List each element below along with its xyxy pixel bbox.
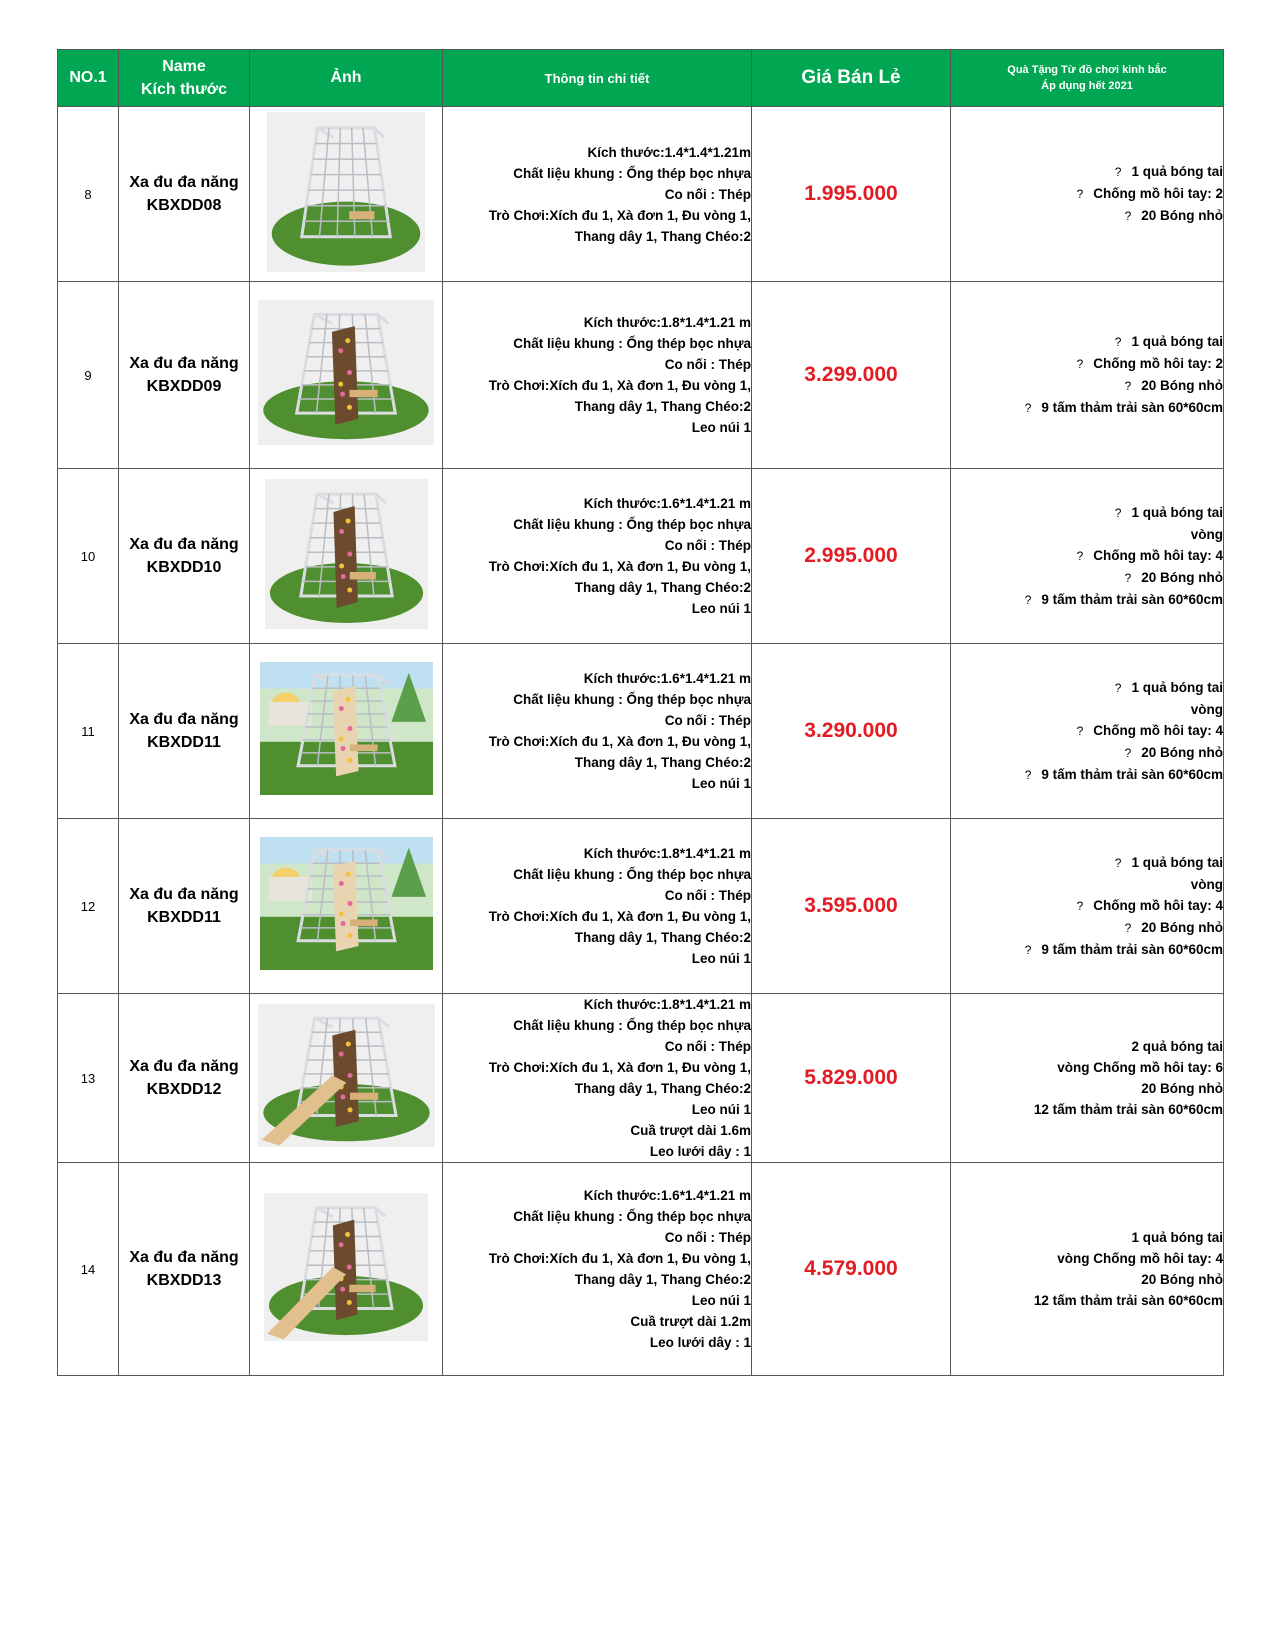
bullet-icon: ? [1024, 592, 1032, 607]
gift-text: 12 tấm thảm trải sàn 60*60cm [1033, 1102, 1223, 1117]
gift-text: Chống mồ hôi tay: 2 [1093, 186, 1223, 201]
header-info: Thông tin chi tiết [443, 50, 752, 107]
gift-line [951, 1036, 1223, 1057]
gift-line [951, 161, 1223, 183]
info-line: Cuầ trượt dài 1.6m [630, 1123, 751, 1138]
info-line: Kích thước:1.8*1.4*1.21 m [583, 846, 751, 861]
gift-line [951, 567, 1223, 589]
info-line: Thang dây 1, Thang Chéo:2 [574, 930, 751, 945]
product-name: Xa đu đa năng [129, 711, 239, 728]
gift-info [951, 107, 1224, 282]
product-image-cell [250, 282, 443, 469]
info-line: Thang dây 1, Thang Chéo:2 [574, 1081, 751, 1096]
gift-line [951, 1290, 1223, 1311]
header-image: Ảnh [250, 50, 443, 107]
gift-line [951, 375, 1223, 397]
gift-info [951, 819, 1224, 994]
retail-price: 5.829.000 [752, 994, 951, 1163]
gift-text: 1 quả bóng tai [1131, 1230, 1223, 1245]
gift-line [951, 699, 1223, 720]
bullet-icon: ? [1024, 401, 1032, 415]
gift-text: 1 quả bóng tai [1131, 504, 1223, 520]
header-price: Giá Bán Lẻ [752, 50, 951, 107]
info-line: Thang dây 1, Thang Chéo:2 [574, 399, 751, 414]
info-line: Kích thước:1.4*1.4*1.21m [587, 144, 751, 160]
gift-text: 12 tấm thảm trải sàn 60*60cm [1033, 1293, 1223, 1308]
bullet-icon: ? [1114, 680, 1122, 695]
header-gift-line2: Áp dụng hết 2021 [1041, 80, 1133, 92]
product-name-cell [119, 282, 250, 469]
info-line: Co nối : Thép [664, 713, 751, 728]
info-line: Chất liệu khung : Ống thép bọc nhựa [513, 1209, 751, 1224]
header-name-line2: Kích thước [140, 81, 228, 98]
product-image-cell [250, 469, 443, 644]
retail-price: 3.595.000 [752, 819, 951, 994]
table-row [58, 1163, 1224, 1376]
info-line: Leo núi 1 [691, 1293, 751, 1308]
climbing-frame-with-wall-icon [258, 300, 434, 445]
table-row [58, 107, 1224, 282]
gift-text: 20 Bóng nhỏ [1141, 744, 1223, 760]
info-line: Chất liệu khung : Ống thép bọc nhựa [513, 867, 751, 882]
bullet-icon: ? [1076, 548, 1084, 563]
info-line: Thang dây 1, Thang Chéo:2 [574, 1272, 751, 1287]
climbing-frame-with-slide-icon [258, 1004, 435, 1147]
product-info [443, 107, 752, 282]
product-name-cell [119, 469, 250, 644]
info-line: Kích thước:1.6*1.4*1.21 m [583, 1188, 751, 1203]
product-name-cell [119, 994, 250, 1163]
gift-line [951, 742, 1223, 764]
product-name-cell [119, 1163, 250, 1376]
gift-line [951, 353, 1223, 375]
table-row [58, 994, 1224, 1163]
product-name: Xa đu đa năng [129, 174, 239, 191]
product-code: KBXDD10 [146, 559, 222, 576]
product-code: KBXDD11 [147, 734, 221, 751]
bullet-icon: ? [1114, 505, 1122, 520]
gift-line [951, 852, 1223, 874]
product-info [443, 994, 752, 1163]
gift-text: vòng Chống mồ hôi tay: 4 [1057, 1251, 1223, 1266]
gift-text: 9 tấm thảm trải sàn 60*60cm [1041, 766, 1223, 782]
info-line: Co nối : Thép [664, 888, 751, 903]
info-line: Co nối : Thép [664, 186, 751, 202]
product-name: Xa đu đa năng [129, 1058, 239, 1075]
bullet-icon: ? [1124, 379, 1132, 393]
info-line: Kích thước:1.8*1.4*1.21 m [583, 997, 751, 1012]
gift-text: vòng Chống mồ hôi tay: 6 [1057, 1060, 1223, 1075]
info-line: Thang dây 1, Thang Chéo:2 [574, 755, 751, 770]
bullet-icon: ? [1124, 745, 1132, 760]
gift-text: 1 quả bóng tai [1131, 164, 1223, 179]
product-code: KBXDD11 [147, 909, 221, 926]
gift-line [951, 677, 1223, 699]
table-row [58, 469, 1224, 644]
table-row [58, 644, 1224, 819]
gift-line [951, 764, 1223, 786]
gift-text: 9 tấm thảm trải sàn 60*60cm [1041, 591, 1223, 607]
product-code: KBXDD08 [146, 197, 222, 214]
info-line: Thang dây 1, Thang Chéo:2 [574, 580, 751, 595]
gift-text: vòng [1190, 876, 1223, 892]
info-line: Leo núi 1 [691, 776, 751, 791]
row-number: 14 [58, 1163, 119, 1376]
gift-text: 20 Bóng nhỏ [1141, 208, 1223, 223]
gift-text: vòng [1190, 701, 1223, 717]
header-no: NO.1 [58, 50, 119, 107]
retail-price: 1.995.000 [752, 107, 951, 282]
info-line: Leo núi 1 [691, 951, 751, 966]
gift-line [951, 183, 1223, 205]
gift-text: 1 quả bóng tai [1131, 854, 1223, 870]
price-table [57, 49, 1224, 1376]
gift-line [951, 1269, 1223, 1290]
info-line: Chất liệu khung : Ống thép bọc nhựa [513, 165, 751, 181]
info-line: Trò Chơi:Xích đu 1, Xà đơn 1, Đu vòng 1, [488, 1060, 751, 1075]
gift-text: 1 quả bóng tai [1131, 679, 1223, 695]
gift-line [951, 917, 1223, 939]
info-line: Co nối : Thép [664, 1039, 751, 1054]
gift-line [951, 1227, 1223, 1248]
gift-line [951, 1248, 1223, 1269]
bullet-icon: ? [1124, 920, 1132, 935]
product-name-cell [119, 644, 250, 819]
retail-price: 2.995.000 [752, 469, 951, 644]
info-line: Leo núi 1 [691, 1102, 751, 1117]
gift-info [951, 1163, 1224, 1376]
product-name: Xa đu đa năng [129, 1249, 239, 1266]
product-image-cell [250, 107, 443, 282]
gift-line [951, 1099, 1223, 1120]
gift-text: Chống mồ hôi tay: 2 [1093, 356, 1223, 371]
product-image-cell [250, 1163, 443, 1376]
product-name: Xa đu đa năng [129, 886, 239, 903]
gift-line [951, 205, 1223, 227]
gift-text: 9 tấm thảm trải sàn 60*60cm [1041, 941, 1223, 957]
gift-info [951, 994, 1224, 1163]
info-line: Chất liệu khung : Ống thép bọc nhựa [513, 692, 751, 707]
playroom-photo-icon [260, 662, 433, 795]
row-number: 10 [58, 469, 119, 644]
header-row [58, 50, 1224, 107]
info-line: Co nối : Thép [664, 1230, 751, 1245]
product-info [443, 282, 752, 469]
gift-line [951, 502, 1223, 524]
gift-line [951, 397, 1223, 419]
product-image-cell [250, 644, 443, 819]
product-info [443, 819, 752, 994]
product-image-cell [250, 819, 443, 994]
gift-text: 20 Bóng nhỏ [1141, 378, 1223, 393]
info-line: Leo núi 1 [691, 420, 751, 435]
info-line: Trò Chơi:Xích đu 1, Xà đơn 1, Đu vòng 1, [488, 1251, 751, 1266]
info-line: Kích thước:1.6*1.4*1.21 m [583, 671, 751, 686]
gift-line [951, 895, 1223, 917]
row-number: 11 [58, 644, 119, 819]
header-gift-line1: Quà Tặng Từ đồ chơi kinh bắc [1007, 64, 1167, 76]
gift-text: 20 Bóng nhỏ [1141, 569, 1223, 585]
playroom-photo-icon [260, 837, 433, 970]
bullet-icon: ? [1124, 209, 1132, 223]
climbing-frame-with-wall-icon [265, 479, 428, 629]
gift-text: 1 quả bóng tai [1131, 334, 1223, 349]
gift-text: Chống mồ hôi tay: 4 [1093, 897, 1223, 913]
gift-line [951, 331, 1223, 353]
gift-info [951, 469, 1224, 644]
gift-text: 9 tấm thảm trải sàn 60*60cm [1041, 400, 1223, 415]
bullet-icon: ? [1114, 165, 1122, 179]
info-line: Trò Chơi:Xích đu 1, Xà đơn 1, Đu vòng 1, [488, 734, 751, 749]
row-number: 8 [58, 107, 119, 282]
product-info [443, 1163, 752, 1376]
bullet-icon: ? [1024, 767, 1032, 782]
retail-price: 4.579.000 [752, 1163, 951, 1376]
info-line: Trò Chơi:Xích đu 1, Xà đơn 1, Đu vòng 1, [488, 909, 751, 924]
gift-info [951, 644, 1224, 819]
row-number: 9 [58, 282, 119, 469]
info-line: Chất liệu khung : Ống thép bọc nhựa [513, 517, 751, 532]
gift-text: 20 Bóng nhỏ [1141, 1272, 1223, 1287]
product-code: KBXDD09 [146, 378, 222, 395]
retail-price: 3.299.000 [752, 282, 951, 469]
gift-text: 2 quả bóng tai [1131, 1039, 1223, 1054]
info-line: Cuầ trượt dài 1.2m [630, 1314, 751, 1329]
gift-text: Chống mồ hôi tay: 4 [1093, 547, 1223, 563]
bullet-icon: ? [1076, 357, 1084, 371]
bullet-icon: ? [1114, 855, 1122, 870]
retail-price: 3.290.000 [752, 644, 951, 819]
info-line: Thang dây 1, Thang Chéo:2 [574, 228, 751, 244]
header-gift [951, 50, 1224, 107]
bullet-icon: ? [1076, 723, 1084, 738]
product-info [443, 469, 752, 644]
info-line: Leo núi 1 [691, 601, 751, 616]
info-line: Trò Chơi:Xích đu 1, Xà đơn 1, Đu vòng 1, [488, 559, 751, 574]
gift-text: 20 Bóng nhỏ [1141, 919, 1223, 935]
table-row [58, 819, 1224, 994]
info-line: Kích thước:1.6*1.4*1.21 m [583, 496, 751, 511]
info-line: Kích thước:1.8*1.4*1.21 m [583, 315, 751, 330]
info-line: Chất liệu khung : Ống thép bọc nhựa [513, 1018, 751, 1033]
bullet-icon: ? [1124, 570, 1132, 585]
gift-line [951, 720, 1223, 742]
product-code: KBXDD12 [146, 1081, 222, 1098]
row-number: 12 [58, 819, 119, 994]
gift-line [951, 939, 1223, 961]
info-line: Co nối : Thép [664, 357, 751, 372]
gift-line [951, 545, 1223, 567]
gift-text: vòng [1190, 526, 1223, 542]
product-name: Xa đu đa năng [129, 355, 239, 372]
gift-info [951, 282, 1224, 469]
product-info [443, 644, 752, 819]
table-row [58, 282, 1224, 469]
gift-text: 20 Bóng nhỏ [1141, 1081, 1223, 1096]
bullet-icon: ? [1076, 898, 1084, 913]
info-line: Leo lưới dây : 1 [649, 1335, 751, 1350]
climbing-frame-icon [267, 112, 425, 272]
gift-line [951, 1078, 1223, 1099]
gift-line [951, 589, 1223, 611]
product-code: KBXDD13 [146, 1272, 222, 1289]
row-number: 13 [58, 994, 119, 1163]
product-image-cell [250, 994, 443, 1163]
bullet-icon: ? [1114, 335, 1122, 349]
gift-line [951, 874, 1223, 895]
info-line: Trò Chơi:Xích đu 1, Xà đơn 1, Đu vòng 1, [488, 207, 751, 223]
gift-line [951, 524, 1223, 545]
info-line: Co nối : Thép [664, 538, 751, 553]
climbing-frame-with-slide-icon [264, 1193, 428, 1341]
gift-line [951, 1057, 1223, 1078]
bullet-icon: ? [1076, 187, 1084, 201]
info-line: Chất liệu khung : Ống thép bọc nhựa [513, 336, 751, 351]
product-name-cell [119, 107, 250, 282]
info-line: Leo lưới dây : 1 [649, 1144, 751, 1159]
product-name: Xa đu đa năng [129, 536, 239, 553]
info-line: Trò Chơi:Xích đu 1, Xà đơn 1, Đu vòng 1, [488, 378, 751, 393]
table-body [58, 107, 1224, 1376]
header-name-line1: Name [162, 58, 206, 75]
gift-text: Chống mồ hôi tay: 4 [1093, 722, 1223, 738]
header-name [119, 50, 250, 107]
product-name-cell [119, 819, 250, 994]
bullet-icon: ? [1024, 942, 1032, 957]
